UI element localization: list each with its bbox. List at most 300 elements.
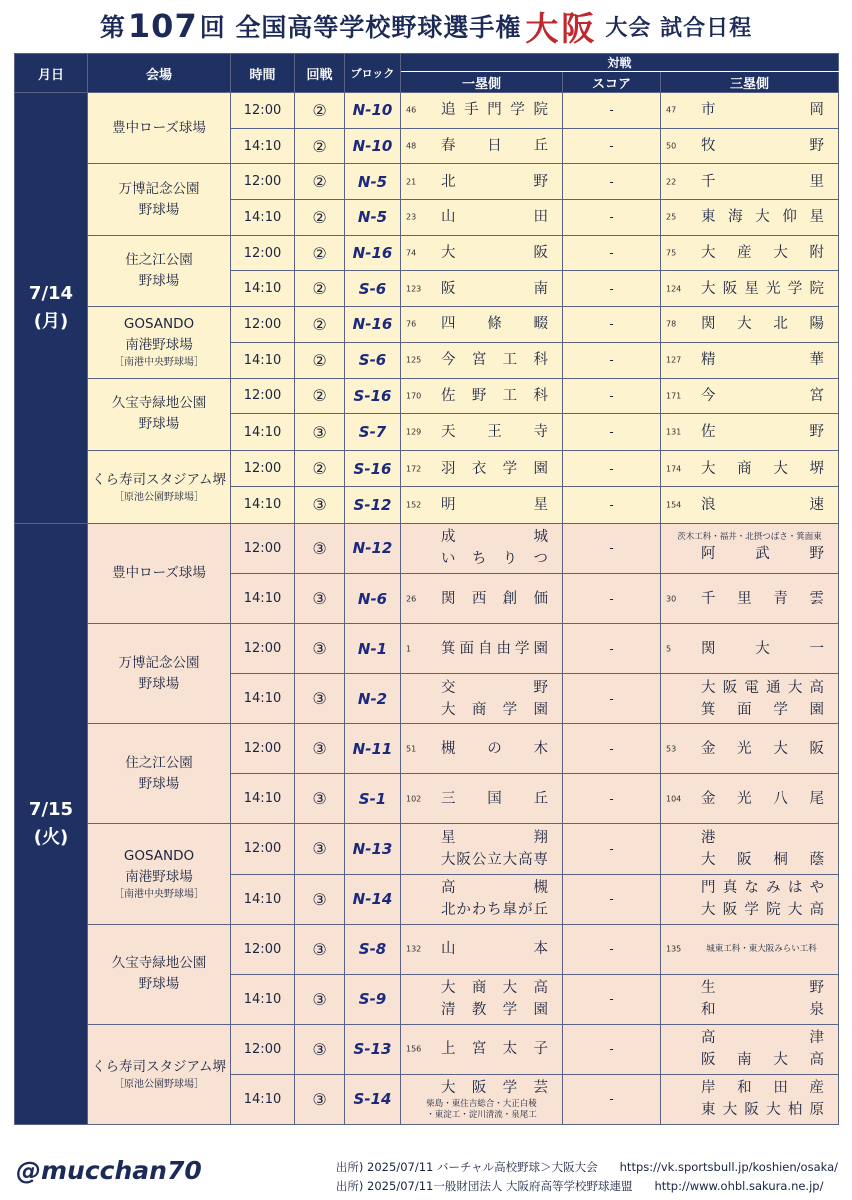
team-name: 千里 bbox=[701, 173, 825, 190]
time-cell: 14:10 bbox=[231, 200, 295, 236]
title-prefix: 第 bbox=[99, 13, 126, 42]
venue-alt-name: ［原池公園野球場］ bbox=[114, 491, 204, 503]
team-name: 槻の木 bbox=[441, 740, 548, 757]
third-base-team bbox=[661, 486, 839, 523]
team-combined-note: 柴島・東住吉総合・大正白稜 bbox=[426, 1099, 537, 1110]
score-cell: - bbox=[563, 486, 661, 523]
first-base-team bbox=[401, 271, 563, 307]
team-name: 大阪桐蔭 bbox=[701, 851, 825, 868]
third-base-team bbox=[661, 573, 839, 623]
round-cell: ② bbox=[295, 342, 345, 378]
score-cell: - bbox=[563, 1074, 661, 1124]
venue-name: GOSANDO bbox=[123, 848, 195, 865]
team-number: 26 bbox=[406, 594, 417, 604]
team-number: 22 bbox=[666, 177, 677, 187]
team-name: 今宮 bbox=[701, 387, 825, 404]
team-name: 牧野 bbox=[701, 138, 825, 155]
team-name: 北かわち皐が丘 bbox=[441, 902, 548, 919]
round-cell: ③ bbox=[295, 1074, 345, 1124]
score-cell: - bbox=[563, 342, 661, 378]
team-number: 21 bbox=[406, 177, 417, 187]
venue-cell bbox=[88, 523, 231, 623]
block-cell: S-1 bbox=[345, 774, 401, 824]
team-number: 104 bbox=[666, 794, 682, 804]
score-cell: - bbox=[563, 93, 661, 129]
score-cell: - bbox=[563, 1024, 661, 1074]
first-base-team bbox=[401, 128, 563, 164]
third-base-team bbox=[661, 1074, 839, 1124]
team-name: 佐野 bbox=[701, 424, 825, 441]
team-name: 大産大附 bbox=[701, 245, 825, 262]
time-cell: 14:10 bbox=[231, 774, 295, 824]
third-base-team bbox=[661, 1024, 839, 1074]
team-name: 三国丘 bbox=[441, 790, 548, 807]
venue-name: 南港野球場 bbox=[125, 869, 193, 886]
team-number: 124 bbox=[666, 284, 682, 294]
team-number: 127 bbox=[666, 355, 682, 365]
third-base-team bbox=[661, 378, 839, 414]
weekday-label: (月) bbox=[33, 310, 69, 332]
source-row bbox=[336, 1177, 838, 1196]
team-number: 171 bbox=[666, 391, 682, 401]
venue-cell bbox=[88, 164, 231, 235]
time-cell: 12:00 bbox=[231, 924, 295, 974]
time-cell: 12:00 bbox=[231, 164, 295, 200]
venue-name: 久宝寺緑地公園 bbox=[111, 955, 207, 972]
team-name: 精華 bbox=[701, 352, 825, 369]
team-number: 50 bbox=[666, 141, 677, 151]
third-base-team bbox=[661, 874, 839, 924]
team-name: 春日丘 bbox=[441, 138, 548, 155]
third-base-team bbox=[661, 774, 839, 824]
score-cell: - bbox=[563, 307, 661, 343]
match-row bbox=[15, 624, 839, 674]
block-cell: S-7 bbox=[345, 414, 401, 451]
block-cell: S-16 bbox=[345, 451, 401, 487]
team-name: 追手門学院 bbox=[441, 102, 548, 119]
round-cell: ③ bbox=[295, 414, 345, 451]
team-name: 関大一 bbox=[701, 640, 825, 657]
block-cell: N-10 bbox=[345, 128, 401, 164]
match-row bbox=[15, 451, 839, 487]
title-suffix: 大会 試合日程 bbox=[605, 15, 753, 41]
team-number: 174 bbox=[666, 464, 682, 474]
score-cell: - bbox=[563, 414, 661, 451]
round-cell: ③ bbox=[295, 774, 345, 824]
header-taisen: 対戦 bbox=[401, 54, 839, 72]
venue-cell bbox=[88, 924, 231, 1024]
header-time: 時間 bbox=[231, 54, 295, 93]
team-name: 箕面学園 bbox=[701, 701, 825, 718]
third-base-team bbox=[661, 924, 839, 974]
team-name: 大商大堺 bbox=[701, 460, 825, 477]
first-base-team bbox=[401, 378, 563, 414]
team-name: 大阪公立大高専 bbox=[441, 851, 548, 868]
time-cell: 14:10 bbox=[231, 974, 295, 1024]
team-name: 阪南大高 bbox=[701, 1052, 825, 1069]
header-third: 三塁側 bbox=[661, 72, 839, 93]
match-row bbox=[15, 724, 839, 774]
venue-name: 万博記念公園 bbox=[118, 654, 200, 671]
time-cell: 12:00 bbox=[231, 824, 295, 874]
first-base-team bbox=[401, 164, 563, 200]
team-name: 山本 bbox=[441, 941, 548, 958]
team-name: 交野 bbox=[441, 679, 548, 696]
round-cell: ③ bbox=[295, 724, 345, 774]
block-cell: S-8 bbox=[345, 924, 401, 974]
block-cell: N-6 bbox=[345, 573, 401, 623]
team-name: 関大北陽 bbox=[701, 316, 825, 333]
venue-cell bbox=[88, 451, 231, 524]
round-cell: ② bbox=[295, 128, 345, 164]
team-name: 和泉 bbox=[701, 1002, 825, 1019]
third-base-team bbox=[661, 128, 839, 164]
team-name: 上宮太子 bbox=[441, 1041, 548, 1058]
venue-name: 住之江公園 bbox=[125, 754, 193, 771]
time-cell: 14:10 bbox=[231, 486, 295, 523]
time-cell: 12:00 bbox=[231, 378, 295, 414]
team-name: 大阪 bbox=[441, 245, 548, 262]
third-base-team bbox=[661, 451, 839, 487]
title-mid: 回 全国高等学校野球選手権 bbox=[199, 13, 522, 42]
time-cell: 12:00 bbox=[231, 1024, 295, 1074]
venue-name: 豊中ローズ球場 bbox=[112, 119, 206, 136]
score-cell: - bbox=[563, 271, 661, 307]
team-name: 関西創価 bbox=[441, 590, 548, 607]
match-row bbox=[15, 378, 839, 414]
third-base-team bbox=[661, 414, 839, 451]
source-text: 出所) 2025/07/11一般財団法人 大阪府高等学校野球連盟 bbox=[335, 1179, 633, 1193]
score-cell: - bbox=[563, 874, 661, 924]
team-number: 76 bbox=[406, 319, 417, 329]
team-combined-name: 城東工科・東大阪みらい工科 bbox=[706, 943, 817, 954]
team-name: 四條畷 bbox=[441, 316, 548, 333]
team-name: 千里青雲 bbox=[701, 590, 825, 607]
score-cell: - bbox=[563, 824, 661, 874]
team-number: 125 bbox=[406, 355, 422, 365]
round-cell: ② bbox=[295, 378, 345, 414]
team-name: 東海大仰星 bbox=[701, 209, 825, 226]
sources bbox=[336, 1158, 838, 1196]
team-combined-note: 茨木工科・福井・北摂つばさ・箕面東 bbox=[677, 531, 822, 542]
date-label: 7/14 bbox=[28, 282, 74, 304]
match-row bbox=[15, 824, 839, 874]
venue-cell bbox=[88, 824, 231, 924]
venue-cell bbox=[88, 1024, 231, 1124]
score-cell: - bbox=[563, 523, 661, 573]
score-cell: - bbox=[563, 924, 661, 974]
score-cell: - bbox=[563, 164, 661, 200]
first-base-team bbox=[401, 451, 563, 487]
first-base-team bbox=[401, 974, 563, 1024]
venue-name: くら寿司スタジアム堺 bbox=[91, 1058, 227, 1075]
round-cell: ② bbox=[295, 271, 345, 307]
team-name: 生野 bbox=[701, 980, 825, 997]
time-cell: 14:10 bbox=[231, 573, 295, 623]
block-cell: S-6 bbox=[345, 271, 401, 307]
score-cell: - bbox=[563, 378, 661, 414]
third-base-team bbox=[661, 523, 839, 573]
team-name: 市岡 bbox=[701, 102, 825, 119]
time-cell: 14:10 bbox=[231, 271, 295, 307]
date-cell bbox=[15, 523, 88, 1124]
round-cell: ③ bbox=[295, 486, 345, 523]
venue-name: 南港野球場 bbox=[125, 337, 193, 354]
team-number: 78 bbox=[666, 319, 677, 329]
block-cell: N-11 bbox=[345, 724, 401, 774]
schedule-table bbox=[14, 53, 839, 1125]
team-name: 大阪学芸 bbox=[441, 1080, 548, 1097]
team-name: 羽衣学園 bbox=[441, 460, 548, 477]
round-cell: ③ bbox=[295, 924, 345, 974]
team-number: 132 bbox=[406, 944, 422, 954]
venue-cell bbox=[88, 724, 231, 824]
header-venue: 会場 bbox=[88, 54, 231, 93]
team-number: 1 bbox=[406, 644, 412, 654]
block-cell: S-13 bbox=[345, 1024, 401, 1074]
first-base-team bbox=[401, 924, 563, 974]
match-row bbox=[15, 523, 839, 573]
time-cell: 14:10 bbox=[231, 414, 295, 451]
block-cell: S-16 bbox=[345, 378, 401, 414]
block-cell: S-14 bbox=[345, 1074, 401, 1124]
team-number: 53 bbox=[666, 744, 677, 754]
third-base-team bbox=[661, 93, 839, 129]
block-cell: N-1 bbox=[345, 624, 401, 674]
header-first: 一塁側 bbox=[401, 72, 563, 93]
venue-alt-name: ［南港中央野球場］ bbox=[114, 357, 204, 369]
score-cell: - bbox=[563, 774, 661, 824]
team-number: 30 bbox=[666, 594, 677, 604]
team-name: 北野 bbox=[441, 173, 548, 190]
time-cell: 12:00 bbox=[231, 523, 295, 573]
round-cell: ② bbox=[295, 93, 345, 129]
venue-name: GOSANDO bbox=[123, 316, 195, 333]
round-cell: ② bbox=[295, 164, 345, 200]
first-base-team bbox=[401, 874, 563, 924]
venue-name: くら寿司スタジアム堺 bbox=[91, 471, 227, 488]
first-base-team bbox=[401, 624, 563, 674]
header-round: 回戦 bbox=[295, 54, 345, 93]
team-name: 明星 bbox=[441, 496, 548, 513]
team-combined-note: ・東淀工・淀川清流・泉尾工 bbox=[426, 1110, 537, 1121]
team-number: 131 bbox=[666, 427, 682, 437]
team-number: 47 bbox=[666, 105, 677, 115]
time-cell: 14:10 bbox=[231, 874, 295, 924]
team-name: 門真なみはや bbox=[701, 880, 825, 897]
source-row bbox=[336, 1158, 838, 1177]
header-date: 月日 bbox=[15, 54, 88, 93]
score-cell: - bbox=[563, 451, 661, 487]
venue-alt-name: ［原池公園野球場］ bbox=[114, 1078, 204, 1090]
block-cell: N-16 bbox=[345, 307, 401, 343]
team-name: 佐野工科 bbox=[441, 387, 548, 404]
block-cell: S-9 bbox=[345, 974, 401, 1024]
match-row bbox=[15, 93, 839, 129]
round-cell: ③ bbox=[295, 874, 345, 924]
team-number: 102 bbox=[406, 794, 422, 804]
first-base-team bbox=[401, 342, 563, 378]
venue-alt-name: ［南港中央野球場］ bbox=[114, 889, 204, 901]
venue-name: 野球場 bbox=[138, 775, 180, 792]
page-title bbox=[0, 0, 852, 52]
first-base-team bbox=[401, 824, 563, 874]
round-cell: ③ bbox=[295, 523, 345, 573]
venue-cell bbox=[88, 624, 231, 724]
score-cell: - bbox=[563, 724, 661, 774]
venue-cell bbox=[88, 378, 231, 451]
third-base-team bbox=[661, 724, 839, 774]
team-name: 今宮工科 bbox=[441, 352, 548, 369]
round-cell: ③ bbox=[295, 674, 345, 724]
first-base-team bbox=[401, 307, 563, 343]
score-cell: - bbox=[563, 200, 661, 236]
third-base-team bbox=[661, 674, 839, 724]
team-name: 阿武野 bbox=[701, 545, 825, 562]
first-base-team bbox=[401, 523, 563, 573]
date-label: 7/15 bbox=[28, 798, 74, 820]
first-base-team bbox=[401, 414, 563, 451]
third-base-team bbox=[661, 271, 839, 307]
first-base-team bbox=[401, 1074, 563, 1124]
team-number: 25 bbox=[666, 212, 677, 222]
team-number: 23 bbox=[406, 212, 417, 222]
team-number: 152 bbox=[406, 500, 422, 510]
round-cell: ③ bbox=[295, 624, 345, 674]
third-base-team bbox=[661, 307, 839, 343]
block-cell: N-5 bbox=[345, 164, 401, 200]
round-cell: ③ bbox=[295, 1024, 345, 1074]
date-cell bbox=[15, 93, 88, 524]
first-base-team bbox=[401, 1024, 563, 1074]
header-block: ブロック bbox=[345, 54, 401, 93]
block-cell: N-13 bbox=[345, 824, 401, 874]
time-cell: 14:10 bbox=[231, 674, 295, 724]
third-base-team bbox=[661, 200, 839, 236]
round-cell: ③ bbox=[295, 824, 345, 874]
third-base-team bbox=[661, 164, 839, 200]
score-cell: - bbox=[563, 235, 661, 271]
score-cell: - bbox=[563, 674, 661, 724]
time-cell: 14:10 bbox=[231, 342, 295, 378]
score-cell: - bbox=[563, 624, 661, 674]
team-name: 東大阪大柏原 bbox=[701, 1102, 825, 1119]
first-base-team bbox=[401, 674, 563, 724]
team-name: 成城 bbox=[441, 529, 548, 546]
time-cell: 12:00 bbox=[231, 93, 295, 129]
score-cell: - bbox=[563, 128, 661, 164]
time-cell: 12:00 bbox=[231, 235, 295, 271]
block-cell: N-2 bbox=[345, 674, 401, 724]
first-base-team bbox=[401, 774, 563, 824]
team-name: 岸和田産 bbox=[701, 1080, 825, 1097]
team-number: 46 bbox=[406, 105, 417, 115]
match-row bbox=[15, 1024, 839, 1074]
title-osaka: 大阪 bbox=[525, 8, 598, 48]
source-url[interactable]: https://vk.sportsbull.jp/koshien/osaka/ bbox=[619, 1160, 838, 1174]
team-name: 清教学園 bbox=[441, 1002, 548, 1019]
block-cell: S-12 bbox=[345, 486, 401, 523]
team-name: 港 bbox=[701, 829, 716, 846]
venue-name: 野球場 bbox=[138, 272, 180, 289]
team-number: 51 bbox=[406, 744, 417, 754]
third-base-team bbox=[661, 824, 839, 874]
time-cell: 14:10 bbox=[231, 128, 295, 164]
match-row bbox=[15, 924, 839, 974]
round-cell: ③ bbox=[295, 573, 345, 623]
title-number: 107 bbox=[127, 7, 198, 45]
third-base-team bbox=[661, 974, 839, 1024]
source-text: 出所) 2025/07/11 バーチャル高校野球＞大阪大会 bbox=[335, 1160, 598, 1174]
venue-cell bbox=[88, 307, 231, 378]
block-cell: N-10 bbox=[345, 93, 401, 129]
source-url[interactable]: http://www.ohbl.sakura.ne.jp/ bbox=[654, 1179, 824, 1193]
first-base-team bbox=[401, 486, 563, 523]
team-name: 高津 bbox=[701, 1030, 825, 1047]
score-cell: - bbox=[563, 573, 661, 623]
round-cell: ② bbox=[295, 451, 345, 487]
block-cell: N-12 bbox=[345, 523, 401, 573]
third-base-team bbox=[661, 342, 839, 378]
team-name: 山田 bbox=[441, 209, 548, 226]
venue-name: 住之江公園 bbox=[125, 251, 193, 268]
block-cell: N-5 bbox=[345, 200, 401, 236]
team-name: 浪速 bbox=[701, 496, 825, 513]
round-cell: ② bbox=[295, 200, 345, 236]
first-base-team bbox=[401, 200, 563, 236]
time-cell: 12:00 bbox=[231, 624, 295, 674]
team-number: 75 bbox=[666, 248, 677, 258]
team-name: 高槻 bbox=[441, 880, 548, 897]
block-cell: N-16 bbox=[345, 235, 401, 271]
round-cell: ③ bbox=[295, 974, 345, 1024]
team-name: 大阪学院大高 bbox=[701, 902, 825, 919]
match-row bbox=[15, 164, 839, 200]
score-cell: - bbox=[563, 974, 661, 1024]
team-number: 172 bbox=[406, 464, 422, 474]
team-name: 金光大阪 bbox=[701, 740, 825, 757]
first-base-team bbox=[401, 724, 563, 774]
team-number: 123 bbox=[406, 284, 422, 294]
time-cell: 14:10 bbox=[231, 1074, 295, 1124]
team-number: 5 bbox=[666, 644, 672, 654]
venue-name: 豊中ローズ球場 bbox=[112, 564, 206, 581]
team-number: 154 bbox=[666, 500, 682, 510]
author-handle: @mucchan70 bbox=[16, 1156, 202, 1185]
team-name: 箕面自由学園 bbox=[441, 640, 548, 657]
team-name: 大商学園 bbox=[441, 701, 548, 718]
team-name: 大阪電通大高 bbox=[701, 679, 825, 696]
first-base-team bbox=[401, 573, 563, 623]
team-number: 156 bbox=[406, 1044, 422, 1054]
team-name: いちりつ bbox=[441, 551, 548, 568]
team-number: 135 bbox=[666, 944, 682, 954]
venue-cell bbox=[88, 235, 231, 306]
team-name: 大阪星光学院 bbox=[701, 280, 825, 297]
team-name: 星翔 bbox=[441, 829, 548, 846]
team-number: 170 bbox=[406, 391, 422, 401]
first-base-team bbox=[401, 235, 563, 271]
team-number: 48 bbox=[406, 141, 417, 151]
block-cell: N-14 bbox=[345, 874, 401, 924]
header-score: スコア bbox=[563, 72, 661, 93]
venue-name: 万博記念公園 bbox=[118, 180, 200, 197]
team-name: 金光八尾 bbox=[701, 790, 825, 807]
third-base-team bbox=[661, 235, 839, 271]
team-number: 74 bbox=[406, 248, 417, 258]
time-cell: 12:00 bbox=[231, 307, 295, 343]
round-cell: ② bbox=[295, 235, 345, 271]
